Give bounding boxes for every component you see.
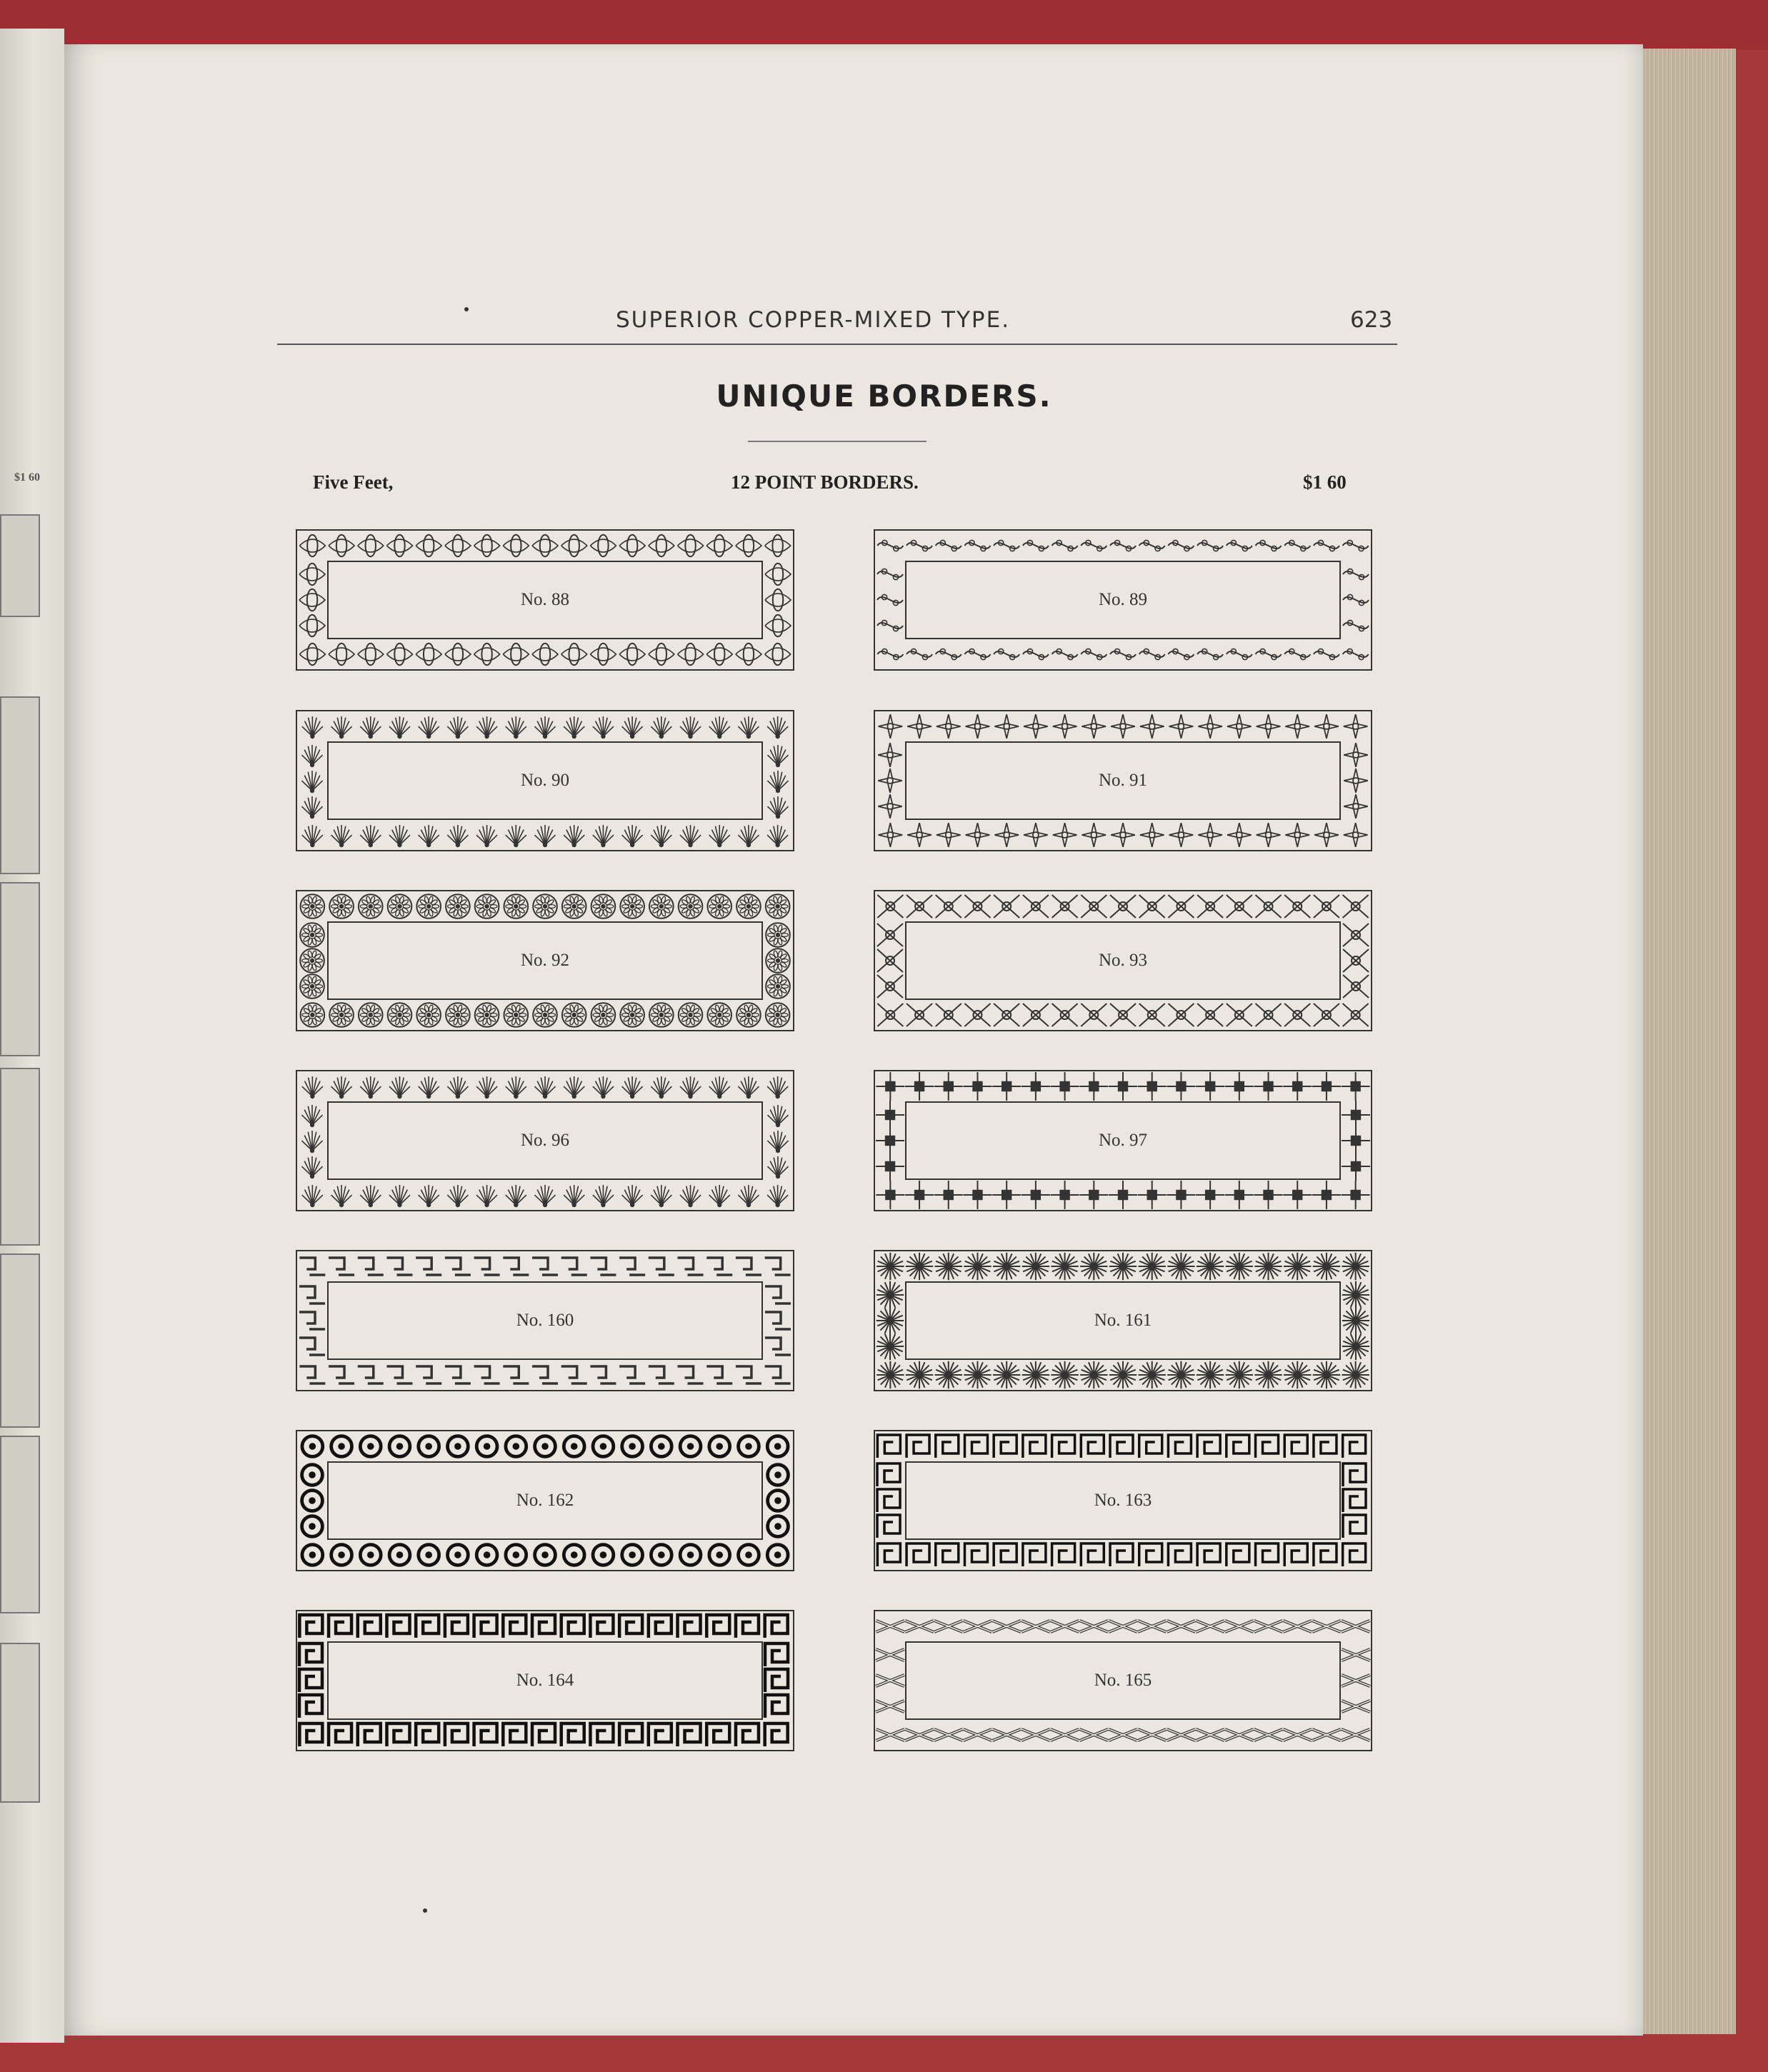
border-specimen [295, 709, 795, 852]
book-cover-edge [0, 0, 1768, 50]
border-number-label: No. 161 [1094, 1311, 1152, 1330]
facing-page-edge [0, 29, 64, 2043]
border-number-label: No. 92 [520, 951, 570, 970]
border-specimen [295, 889, 795, 1032]
border-specimen [295, 1429, 795, 1572]
border-number-label: No. 162 [516, 1491, 574, 1510]
facing-page-price: $1 60 [14, 471, 40, 484]
page-title: UNIQUE BORDERS. [716, 379, 1052, 414]
facing-page-border-sample [0, 1436, 40, 1613]
running-head: SUPERIOR COPPER-MIXED TYPE. [616, 307, 1011, 333]
border-number-label: No. 96 [520, 1131, 570, 1150]
border-number-label: No. 160 [516, 1311, 574, 1330]
border-number-label: No. 93 [1098, 951, 1148, 970]
print-speck [423, 1908, 427, 1913]
border-specimen [295, 529, 795, 671]
page-block-edge [1643, 49, 1736, 2034]
border-specimen [295, 1249, 795, 1392]
facing-page-border-sample [0, 1068, 40, 1246]
border-number-label: No. 91 [1098, 771, 1148, 790]
facing-page-border-sample [0, 514, 40, 617]
border-specimen [873, 1069, 1373, 1212]
border-number-label: No. 89 [1098, 590, 1148, 609]
section-heading: 12 POINT BORDERS. [731, 471, 919, 493]
border-number-label: No. 164 [516, 1671, 574, 1690]
page-number: 623 [1350, 307, 1393, 333]
border-number-label: No. 97 [1098, 1131, 1148, 1150]
border-specimen [295, 1609, 795, 1752]
border-number-label: No. 90 [520, 771, 570, 790]
border-specimen [873, 529, 1373, 671]
facing-page-border-sample [0, 882, 40, 1056]
print-speck [464, 307, 469, 311]
facing-page-border-sample [0, 1253, 40, 1428]
border-specimen [873, 1429, 1373, 1572]
border-specimen [295, 1069, 795, 1212]
border-specimen [873, 889, 1373, 1032]
price: $1 60 [1303, 471, 1347, 493]
border-specimen [873, 1249, 1373, 1392]
facing-page-border-sample [0, 1643, 40, 1803]
title-rule [748, 441, 927, 442]
length-note: Five Feet, [313, 471, 394, 493]
border-specimen [873, 1609, 1373, 1752]
header-rule [277, 344, 1397, 345]
border-number-label: No. 88 [520, 590, 570, 609]
border-number-label: No. 165 [1094, 1671, 1152, 1690]
facing-page-border-sample [0, 696, 40, 874]
border-number-label: No. 163 [1094, 1491, 1152, 1510]
border-specimen [873, 709, 1373, 852]
